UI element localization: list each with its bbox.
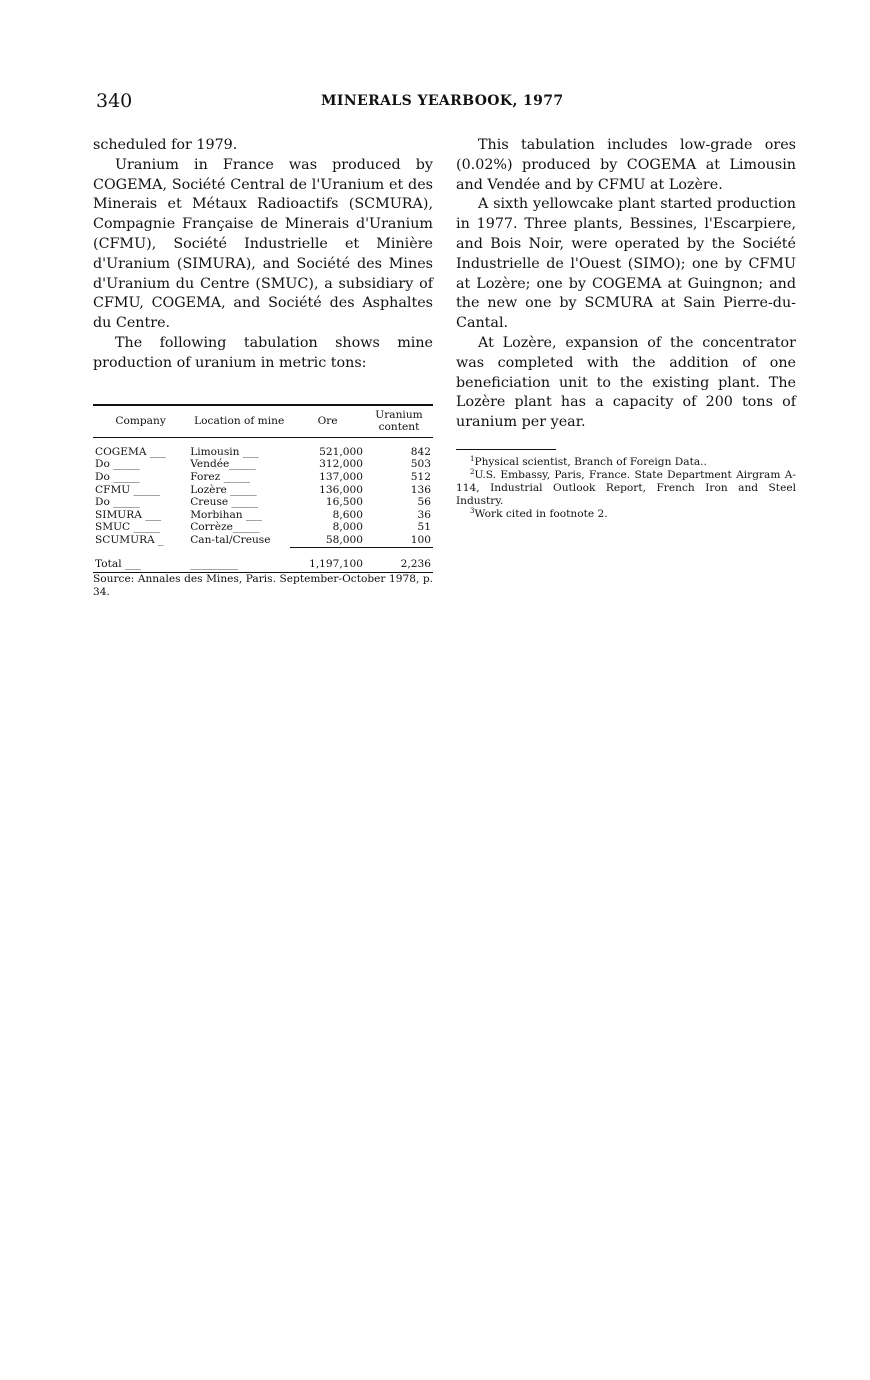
cell-ore: 137,000 [319, 470, 363, 483]
cell-total-location: _________ [188, 550, 290, 573]
footnote [456, 456, 796, 469]
cell-location: Forez _____ [190, 470, 251, 483]
uranium-production-table [93, 404, 433, 599]
table-row [93, 509, 433, 522]
running-title: MINERALS YEARBOOK, 1977 [321, 93, 564, 109]
cell-uranium: 136 [410, 483, 431, 496]
cell-location: Corrèze_____ [190, 521, 260, 534]
cell-company: COGEMA ___ [95, 445, 166, 458]
cell-total-label: Total ___ [93, 550, 188, 573]
header-location: Location of mine [188, 405, 290, 438]
cell-company: SMUC _____ [95, 521, 160, 534]
paragraph-tabulation-intro: The following tabulation shows mine production of uranium in metric tons: [93, 334, 433, 371]
paragraph-lozere-expansion: At Lozère, expansion of the concentrator was completed with the addition of one beneficiation unit to the existing plant. The Lozère plant has a capacity of 200 tons of uranium per year. [456, 334, 796, 431]
cell-location: Creuse _____ [190, 496, 259, 509]
table-row [93, 471, 433, 484]
table-row [93, 496, 433, 509]
cell-total-ore: 1,197,100 [290, 550, 365, 573]
footnote [456, 508, 796, 521]
table-row [93, 484, 433, 497]
footnote [456, 469, 796, 508]
cell-ore: 312,000 [319, 458, 363, 471]
cell-location: Vendée_____ [190, 458, 256, 471]
left-column [93, 136, 433, 599]
cell-uranium: 100 [410, 533, 431, 546]
cell-ore: 16,500 [325, 496, 363, 509]
cell-uranium: 36 [417, 508, 431, 521]
page-number: 340 [96, 90, 133, 112]
header-company: Company [93, 405, 188, 438]
table-total-row [93, 550, 433, 573]
cell-ore: 8,000 [332, 521, 363, 534]
cell-location: Morbihan ___ [190, 508, 262, 521]
footnote-text: Work cited in footnote 2. [474, 507, 608, 520]
paragraph-uranium-producers: Uranium in France was produced by COGEMA, Société Central de l'Uranium et des Minerais et Métaux Radioactifs (SCMURA), Compagnie Française de Minerais d'Uranium (CFMU), Société Industrielle et Minière d'Uranium (SIMURA), and Société des Mines d'Uranium du Centre (SMUC), a subsidiary of CFMU, COGEMA, and Société des Asphaltes du Centre. [93, 156, 433, 332]
cell-company: Do _____ [95, 458, 140, 471]
page-header [96, 90, 796, 114]
table-row [93, 437, 433, 458]
header-uranium-content: Uranium content [365, 405, 433, 438]
cell-uranium: 56 [417, 496, 431, 509]
cell-uranium: 512 [410, 470, 431, 483]
cell-uranium: 51 [417, 521, 431, 534]
cell-company: SCUMURA _ [95, 533, 164, 546]
footnote-marker: 2 [470, 467, 475, 476]
paragraph-continuation: scheduled for 1979. [93, 137, 238, 153]
footnote-divider [456, 449, 556, 450]
cell-company: Do _____ [95, 470, 140, 483]
cell-location: Limousin ___ [190, 445, 259, 458]
table-row [93, 521, 433, 534]
cell-location: Lozère _____ [190, 483, 257, 496]
footnote-text: Physical scientist, Branch of Foreign Data.. [474, 455, 707, 468]
cell-total-uranium: 2,236 [365, 550, 433, 573]
paragraph-yellowcake-plants: A sixth yellowcake plant started production in 1977. Three plants, Bessines, l'Escarpiere, and Bois Noir, were operated by the Société Industrielle de l'Ouest (SIMO); one by CFMU at Lozère; one by COGEMA at Guingnon; and the new one by SCMURA at Sain Pierre-du-Cantal. [456, 196, 796, 332]
header-ore: Ore [290, 405, 365, 438]
cell-ore: 8,600 [332, 508, 363, 521]
table-source-note: Source: Annales des Mines, Paris. September-October 1978, p. 34. [93, 573, 433, 598]
footnotes [456, 456, 796, 521]
cell-uranium: 503 [410, 458, 431, 471]
table-row [93, 458, 433, 471]
cell-company: SIMURA ___ [95, 508, 162, 521]
cell-ore: 521,000 [319, 445, 363, 458]
right-column [456, 136, 796, 521]
cell-uranium: 842 [410, 445, 431, 458]
footnote-marker: 3 [470, 506, 475, 515]
paragraph-low-grade-ores: This tabulation includes low-grade ores (0.02%) produced by COGEMA at Limousin and Vendée and by CFMU at Lozère. [456, 137, 796, 193]
cell-company: Do _____ [95, 496, 140, 509]
cell-location: Can-tal/Creuse [190, 533, 271, 546]
footnote-marker: 1 [470, 454, 475, 463]
table-row [93, 534, 433, 547]
cell-ore: 58,000 [325, 533, 363, 546]
cell-ore: 136,000 [319, 483, 363, 496]
footnote-text: U.S. Embassy, Paris, France. State Department Airgram A-114, Industrial Outlook Report, French Iron and Steel Industry. [456, 468, 796, 507]
cell-company: CFMU _____ [95, 483, 161, 496]
